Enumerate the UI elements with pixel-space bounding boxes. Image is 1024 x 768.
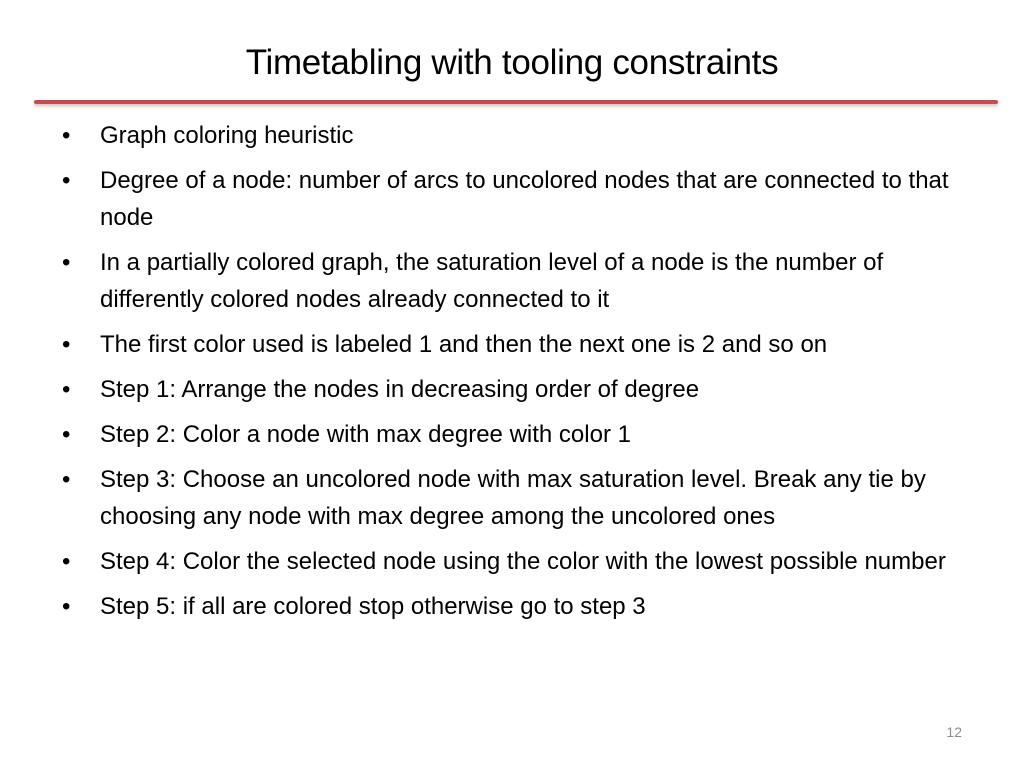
bullet-text: Step 1: Arrange the nodes in decreasing order of degree <box>100 376 700 403</box>
bullet-icon: • <box>62 466 71 493</box>
bullet-item <box>62 162 982 236</box>
bullet-text: Step 5: if all are colored stop otherwise go to step 3 <box>100 593 646 620</box>
bullet-text: Step 4: Color the selected node using the color with the lowest possible number <box>100 548 946 575</box>
bullet-text: The first color used is labeled 1 and then the next one is 2 and so on <box>100 331 828 358</box>
bullet-item <box>62 461 982 535</box>
bullet-item <box>62 244 982 318</box>
bullet-icon: • <box>62 122 71 149</box>
slide-title: Timetabling with tooling constraints <box>245 43 779 82</box>
bullet-text: Graph coloring heuristic <box>100 122 354 149</box>
bullet-item <box>62 416 982 453</box>
bullet-icon: • <box>62 376 71 403</box>
page-number: 12 <box>946 724 962 740</box>
bullet-item <box>62 326 982 363</box>
title-divider <box>34 100 998 104</box>
bullet-text: Step 2: Color a node with max degree with color 1 <box>100 421 631 448</box>
bullet-item <box>62 588 982 625</box>
bullet-icon: • <box>62 421 71 448</box>
bullet-icon: • <box>62 167 71 194</box>
bullet-list <box>62 117 982 633</box>
bullet-item <box>62 543 982 580</box>
bullet-icon: • <box>62 331 71 358</box>
bullet-icon: • <box>62 249 71 276</box>
bullet-icon: • <box>62 548 71 575</box>
bullet-item <box>62 371 982 408</box>
bullet-item <box>62 117 982 154</box>
bullet-text: Step 3: Choose an uncolored node with max saturation level. Break any tie by choosing any node with max degree among the uncolored ones <box>100 466 926 530</box>
bullet-icon: • <box>62 593 71 620</box>
bullet-text: Degree of a node: number of arcs to uncolored nodes that are connected to that node <box>100 167 949 231</box>
bullet-text: In a partially colored graph, the saturation level of a node is the number of differently colored nodes already connected to it <box>100 249 884 313</box>
